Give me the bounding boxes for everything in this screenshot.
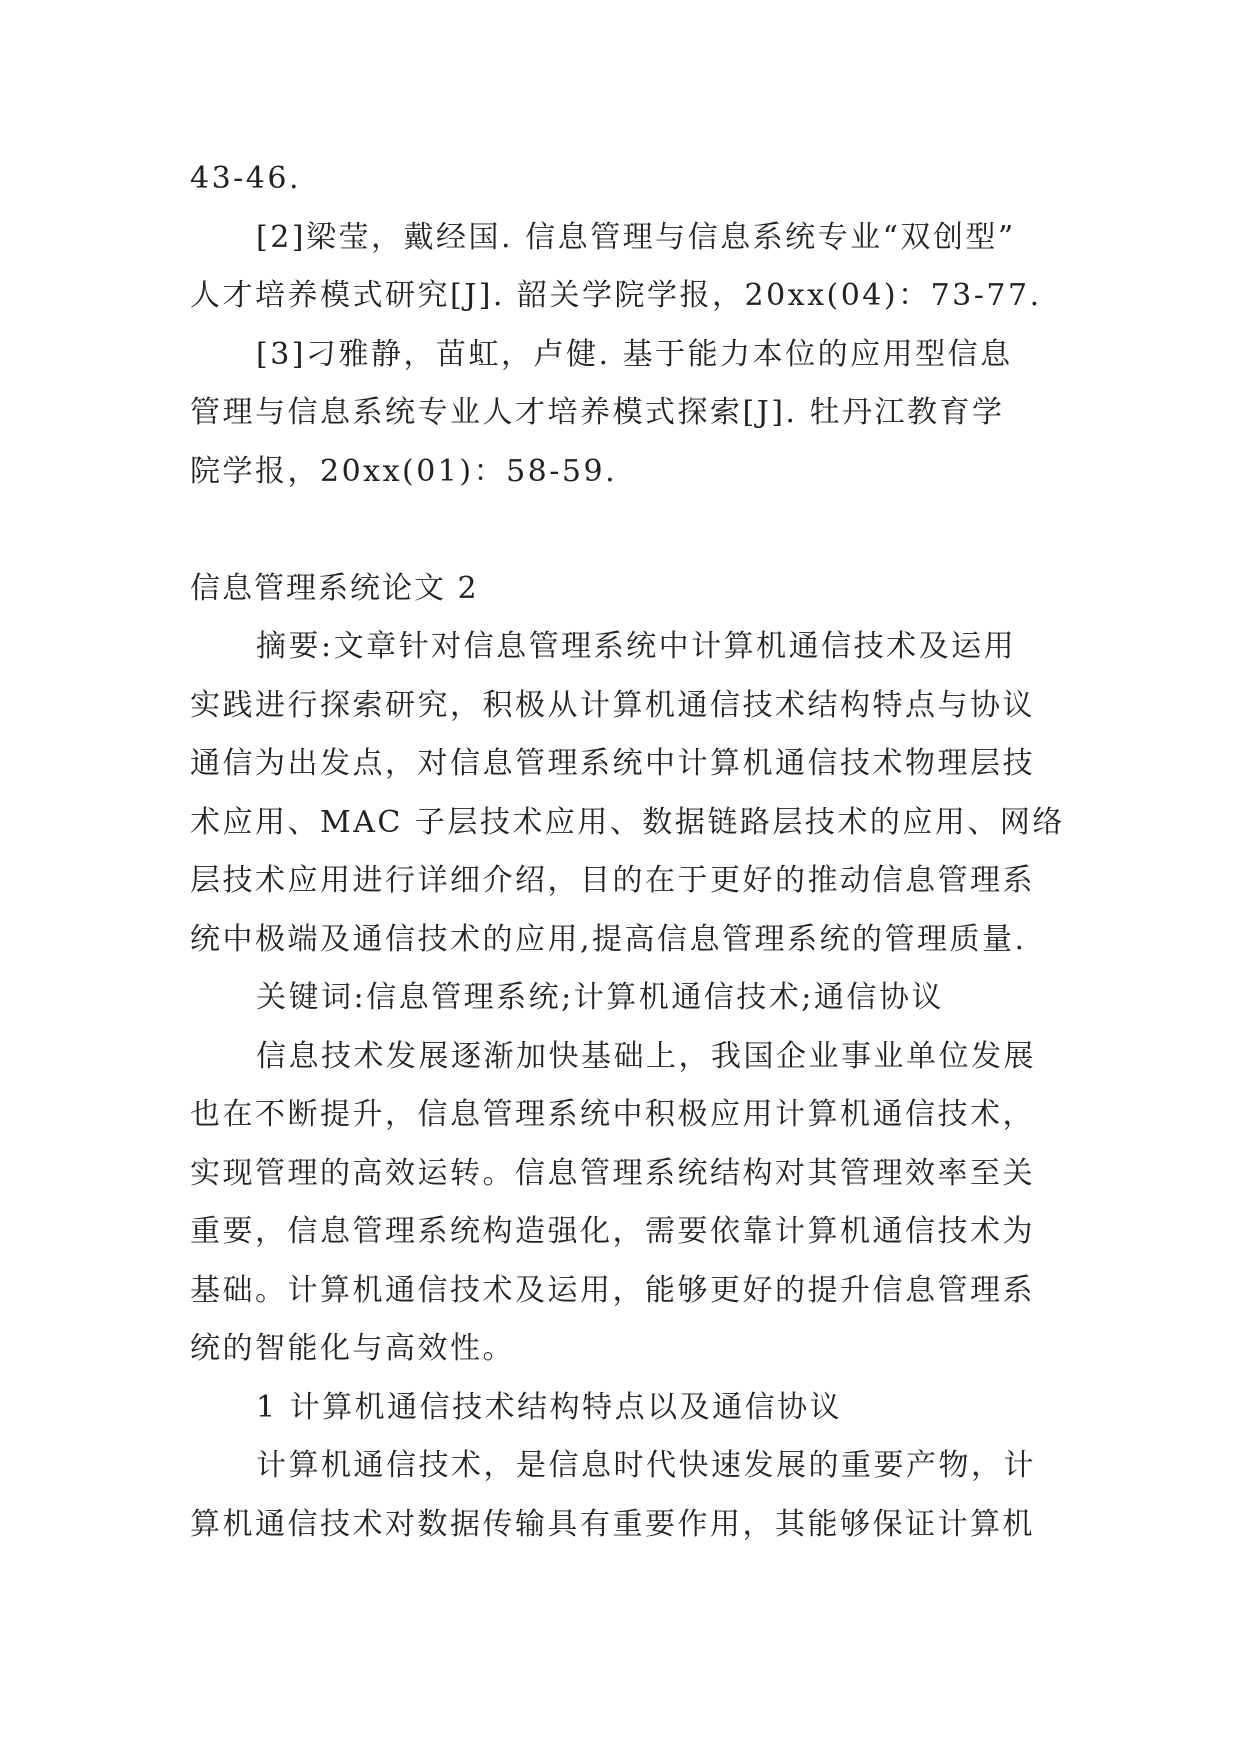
keywords-line: 关键词:信息管理系统;计算机通信技术;通信协议 (256, 980, 944, 1015)
document-page (190, 150, 1065, 1554)
article-title: 信息管理系统论文 2 (190, 570, 479, 606)
reference-3-line-3: 院学报，20xx(01)：58-59. (190, 453, 618, 489)
abstract-line: 通信为出发点，对信息管理系统中计算机通信技术物理层技 (190, 746, 1035, 781)
abstract-line: 术应用、MAC 子层技术应用、数据链路层技术的应用、网络 (190, 804, 1065, 840)
section-1-body-line: 算机通信技术对数据传输具有重要作用，其能够保证计算机 (190, 1506, 1035, 1542)
section-spacer (190, 501, 1050, 560)
section-1-heading: 1 计算机通信技术结构特点以及通信协议 (256, 1389, 843, 1425)
reference-3-line-1: [3]刁雅静，苗虹，卢健. 基于能力本位的应用型信息 (256, 336, 1013, 372)
reference-2-line-2: 人才培养模式研究[J]. 韶关学院学报，20xx(04)：73-77. (190, 278, 1042, 313)
abstract-line: 实践进行探索研究，积极从计算机通信技术结构特点与协议 (190, 687, 1035, 723)
intro-line: 重要，信息管理系统构造强化，需要依靠计算机通信技术为 (190, 1214, 1035, 1249)
reference-2-line-1: [2]梁莹，戴经国. 信息管理与信息系统专业“双创型” (256, 219, 1016, 255)
intro-line: 实现管理的高效运转。信息管理系统结构对其管理效率至关 (190, 1155, 1035, 1191)
abstract-line: 层技术应用进行详细介绍，目的在于更好的推动信息管理系 (190, 863, 1035, 898)
intro-line: 统的智能化与高效性。 (190, 1331, 515, 1366)
reference-3-line-2: 管理与信息系统专业人才培养模式探索[J]. 牡丹江教育学 (190, 395, 1005, 430)
section-1-body-line: 计算机通信技术，是信息时代快速发展的重要产物，计 (256, 1448, 1036, 1483)
intro-line: 基础。计算机通信技术及运用，能够更好的提升信息管理系 (190, 1272, 1035, 1308)
intro-line: 信息技术发展逐渐加快基础上，我国企业事业单位发展 (256, 1038, 1036, 1074)
intro-line: 也在不断提升，信息管理系统中积极应用计算机通信技术， (190, 1097, 1035, 1132)
abstract-line: 统中极端及通信技术的应用,提高信息管理系统的管理质量. (190, 921, 1027, 957)
reference-1-tail: 43-46. (190, 161, 302, 196)
abstract-line: 摘要:文章针对信息管理系统中计算机通信技术及运用 (256, 629, 1017, 664)
